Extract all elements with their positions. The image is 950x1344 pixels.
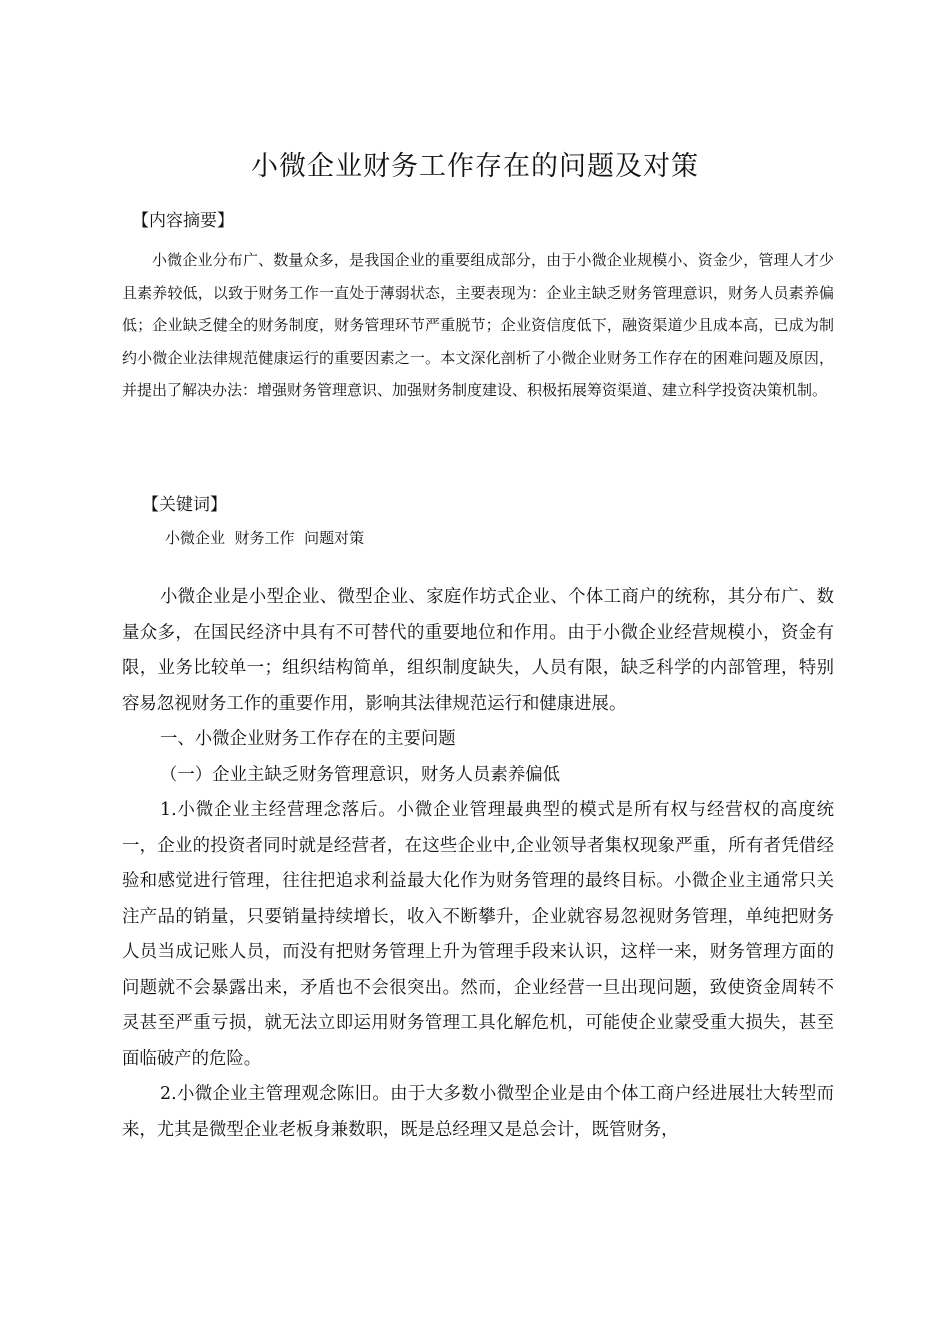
abstract-text: 小微企业分布广、数量众多，是我国企业的重要组成部分，由于小微企业规模小、资金少，管理人才少且素养较低，以致于财务工作一直处于薄弱状态，主要表现为：企业主缺乏财务管理意识，财务人员素养偏低；企业缺乏健全的财务制度，财务管理环节严重脱节；企业资信度低下，融资渠道少且成本高，已成为制约小微企业法律规范健康运行的重要因素之一。本文深化剖析了小微企业财务工作存在的困难问题及原因，并提出了解决办法：增强财务管理意识、加强财务制度建设、积极拓展筹资渠道、建立科学投资决策机制。 <box>122 251 834 399</box>
keywords-label: 【关键词】 <box>142 495 227 515</box>
body-paragraph-1: 1.小微企业主经营理念落后。小微企业管理最典型的模式是所有权与经营权的高度统一，企业的投资者同时就是经营者，在这些企业中,企业领导者集权现象严重，所有者凭借经验和感觉进行管理，往往把追求利益最大化作为财务管理的最终目标。小微企业主通常只关注产品的销量，只要销量持续增长，收入不断攀升，企业就容易忽视财务管理，单纯把财务人员当成记账人员，而没有把财务管理上升为管理手段来认识，这样一来，财务管理方面的问题就不会暴露出来，矛盾也不会很突出。然而，企业经营一旦出现问题，致使资金周转不灵甚至严重亏损，就无法立即运用财务管理工具化解危机，可能使企业蒙受重大损失，甚至面临破产的危险。 <box>122 800 834 1069</box>
document-title: 小微企业财务工作存在的问题及对策 <box>251 151 699 182</box>
section-heading: 一、小微企业财务工作存在的主要问题 <box>160 729 456 749</box>
subsection-heading: （一）企业主缺乏财务管理意识，财务人员素养偏低 <box>160 764 560 785</box>
intro-paragraph: 小微企业是小型企业、微型企业、家庭作坊式企业、个体工商户的统称，其分布广、数量众多，在国民经济中具有不可替代的重要地位和作用。由于小微企业经营规模小，资金有限，业务比较单一；组织结构简单，组织制度缺失，人员有限，缺乏科学的内部管理，特别容易忽视财务工作的重要作用，影响其法律规范运行和健康进展。 <box>122 587 834 714</box>
body-paragraph-2: 2.小微企业主管理观念陈旧。由于大多数小微型企业是由个体工商户经进展壮大转型而来，尤其是微型企业老板身兼数职，既是总经理又是总会计，既管财务， <box>122 1084 834 1140</box>
keywords-text: 小微企业 财务工作 问题对策 <box>165 529 365 547</box>
abstract-label: 【内容摘要】 <box>132 211 234 231</box>
body-text <box>122 580 834 1148</box>
